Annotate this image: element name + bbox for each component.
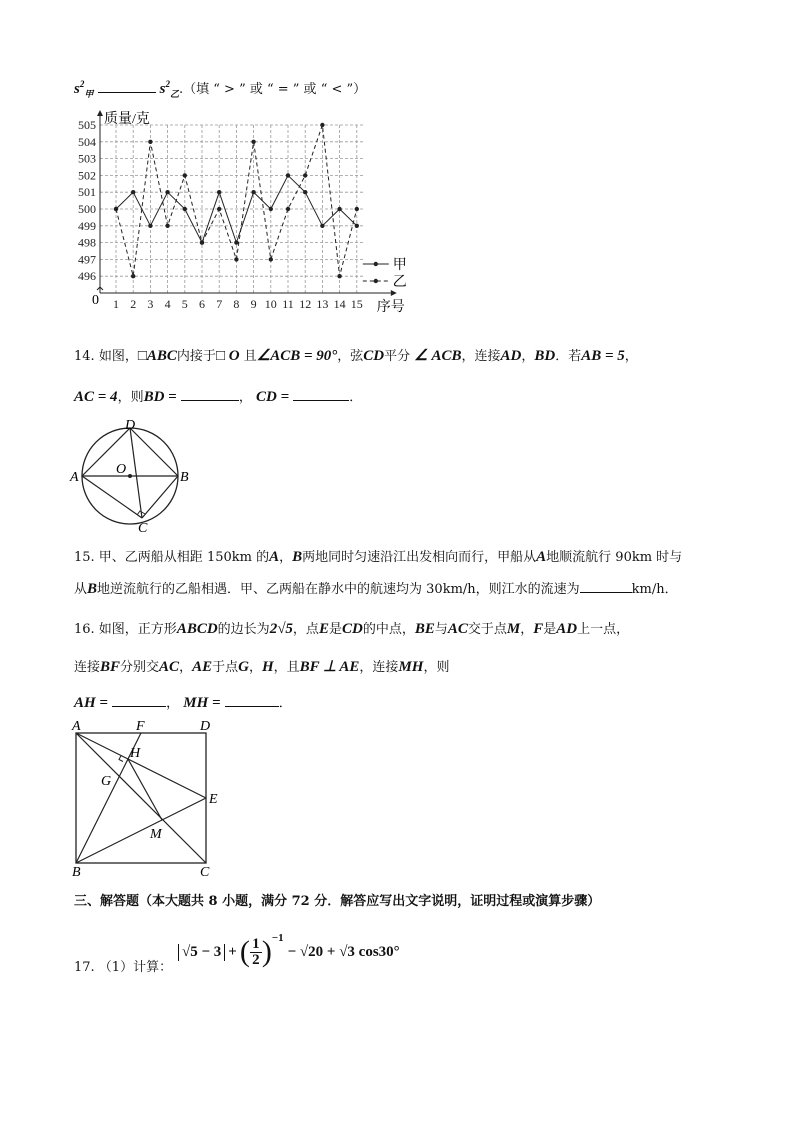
q16-line3: AH = ， MH = ．	[74, 695, 292, 711]
point-yi-5	[183, 173, 187, 177]
point-yi-7	[217, 207, 221, 211]
y-tick-496: 496	[78, 269, 96, 284]
chart-legend	[363, 257, 407, 290]
point-jia-9	[251, 190, 255, 194]
point-d-label: D	[125, 418, 136, 433]
x-tick-4: 4	[164, 297, 171, 311]
y-axis-title: 质量/克	[104, 112, 150, 127]
q14-line1: 14. 如图，□ABC内接于□ O 且∠ACB = 90°，弦CD平分 ∠ ACB，连接AD，BD．若AB = 5，	[74, 348, 638, 364]
q16-square-figure	[68, 716, 228, 882]
mh-answer-blank[interactable]	[225, 694, 279, 707]
point-jia-4	[165, 190, 169, 194]
point-jia-7	[217, 190, 221, 194]
chart-axes	[78, 110, 405, 315]
sq-d-label: D	[200, 719, 211, 734]
q13-answer-line: $s^2_甲$ $s^2_乙$.（填 “ > ” 或 “ = ” 或 “ < ”）	[74, 79, 367, 99]
point-jia-10	[269, 207, 273, 211]
flow-speed-blank[interactable]	[580, 580, 632, 593]
x-tick-5: 5	[181, 297, 188, 311]
legend-label-yi: 乙	[392, 275, 407, 290]
point-yi-4	[165, 224, 169, 228]
sq-h-label: H	[130, 746, 141, 761]
y-tick-505: 505	[78, 118, 96, 132]
sq-m-label: M	[150, 827, 162, 842]
x-tick-9: 9	[250, 297, 257, 311]
point-yi-13	[320, 123, 324, 127]
point-yi-1	[114, 207, 118, 211]
ah-answer-blank[interactable]	[112, 694, 166, 707]
point-o-label: O	[116, 462, 127, 477]
point-c-label: C	[138, 521, 148, 535]
point-jia-2	[131, 190, 135, 194]
point-jia-12	[303, 190, 307, 194]
bd-answer-blank[interactable]	[181, 388, 239, 401]
sq-e-label: E	[209, 792, 218, 807]
y-tick-501: 501	[78, 185, 96, 200]
y-tick-502: 502	[78, 168, 96, 183]
x-tick-6: 6	[199, 297, 205, 311]
q13-answer-blank[interactable]	[98, 80, 156, 93]
section-3-heading: 三、解答题（本大题共 8 小题，满分 72 分．解答应写出文字说明，证明过程或演算步骤）	[74, 894, 601, 909]
q16-line1: 16. 如图，正方形ABCD的边长为2√5，点E是CD的中点，BE与AC交于点M，F是AD上一点，	[74, 621, 630, 637]
mass-line-chart	[60, 108, 440, 328]
point-b-label: B	[180, 470, 189, 485]
point-jia-11	[286, 173, 290, 177]
x-tick-13: 13	[316, 297, 329, 311]
y-tick-500: 500	[78, 202, 96, 216]
sq-b-label: B	[72, 865, 81, 880]
x-axis-arrow	[391, 290, 397, 296]
cd-answer-blank[interactable]	[293, 388, 349, 401]
s-jia-symbol: $s^2_甲$	[74, 79, 94, 99]
x-axis-title: 序号	[376, 300, 405, 315]
sq-g-label: G	[101, 774, 112, 789]
point-a-label: A	[70, 470, 79, 485]
x-tick-11: 11	[282, 297, 294, 311]
x-tick-12: 12	[299, 297, 312, 311]
point-yi-11	[286, 207, 290, 211]
x-tick-15: 15	[350, 297, 363, 311]
legend-dot-yi	[374, 279, 378, 283]
point-yi-9	[251, 140, 255, 144]
point-yi-8	[234, 257, 238, 261]
point-jia-13	[320, 224, 324, 228]
x-tick-8: 8	[233, 297, 240, 311]
point-jia-5	[183, 207, 187, 211]
point-yi-12	[303, 173, 307, 177]
q17-expression: √5 − 3 + ( 1 2 ) $^{-1}$ − √20 + √3 cos30°	[178, 930, 400, 974]
sq-f-label: F	[136, 719, 145, 734]
point-yi-6	[200, 240, 204, 244]
point-yi-15	[355, 207, 359, 211]
q14-line2: AC = 4，则BD = ， CD = ．	[74, 389, 363, 405]
sq-a-label: A	[72, 719, 81, 734]
y-tick-497: 497	[78, 252, 96, 267]
y-tick-503: 503	[78, 151, 96, 166]
point-jia-15	[355, 224, 359, 228]
y-tick-499: 499	[78, 218, 96, 233]
x-tick-2: 2	[130, 297, 137, 311]
x-tick-3: 3	[147, 297, 154, 311]
point-yi-2	[131, 274, 135, 278]
point-yi-10	[269, 257, 273, 261]
point-jia-8	[234, 240, 238, 244]
y-axis-arrow	[97, 110, 103, 116]
legend-label-jia: 甲	[392, 258, 407, 273]
q15-line2: 从B地逆流航行的乙船相遇．甲、乙两船在静水中的航速均为 30km/h，则江水的流速为 km/h．	[74, 581, 678, 597]
point-yi-14	[337, 274, 341, 278]
q15-line1: 15. 甲、乙两船从相距 150km 的A，B两地同时匀速沿江出发相向而行，甲船从A地顺流航行 90km 时与	[74, 549, 683, 565]
point-jia-14	[337, 207, 341, 211]
point-yi-3	[148, 140, 152, 144]
point-jia-3	[148, 224, 152, 228]
q16-line2: 连接BF分别交AC，AE于点G，H，且BF ⊥ AE，连接MH，则	[74, 659, 450, 675]
x-tick-10: 10	[264, 297, 277, 311]
x-tick-1: 1	[113, 297, 119, 311]
x-tick-7: 7	[216, 297, 223, 311]
s-yi-symbol: $s^2_乙$	[159, 79, 179, 99]
y-tick-504: 504	[78, 134, 96, 149]
sq-c-label: C	[200, 865, 210, 880]
y-tick-498: 498	[78, 235, 96, 250]
x-tick-14: 14	[333, 297, 346, 311]
q14-circle-figure	[68, 415, 198, 535]
legend-dot-jia	[374, 262, 378, 266]
origin-label: 0	[92, 293, 99, 308]
